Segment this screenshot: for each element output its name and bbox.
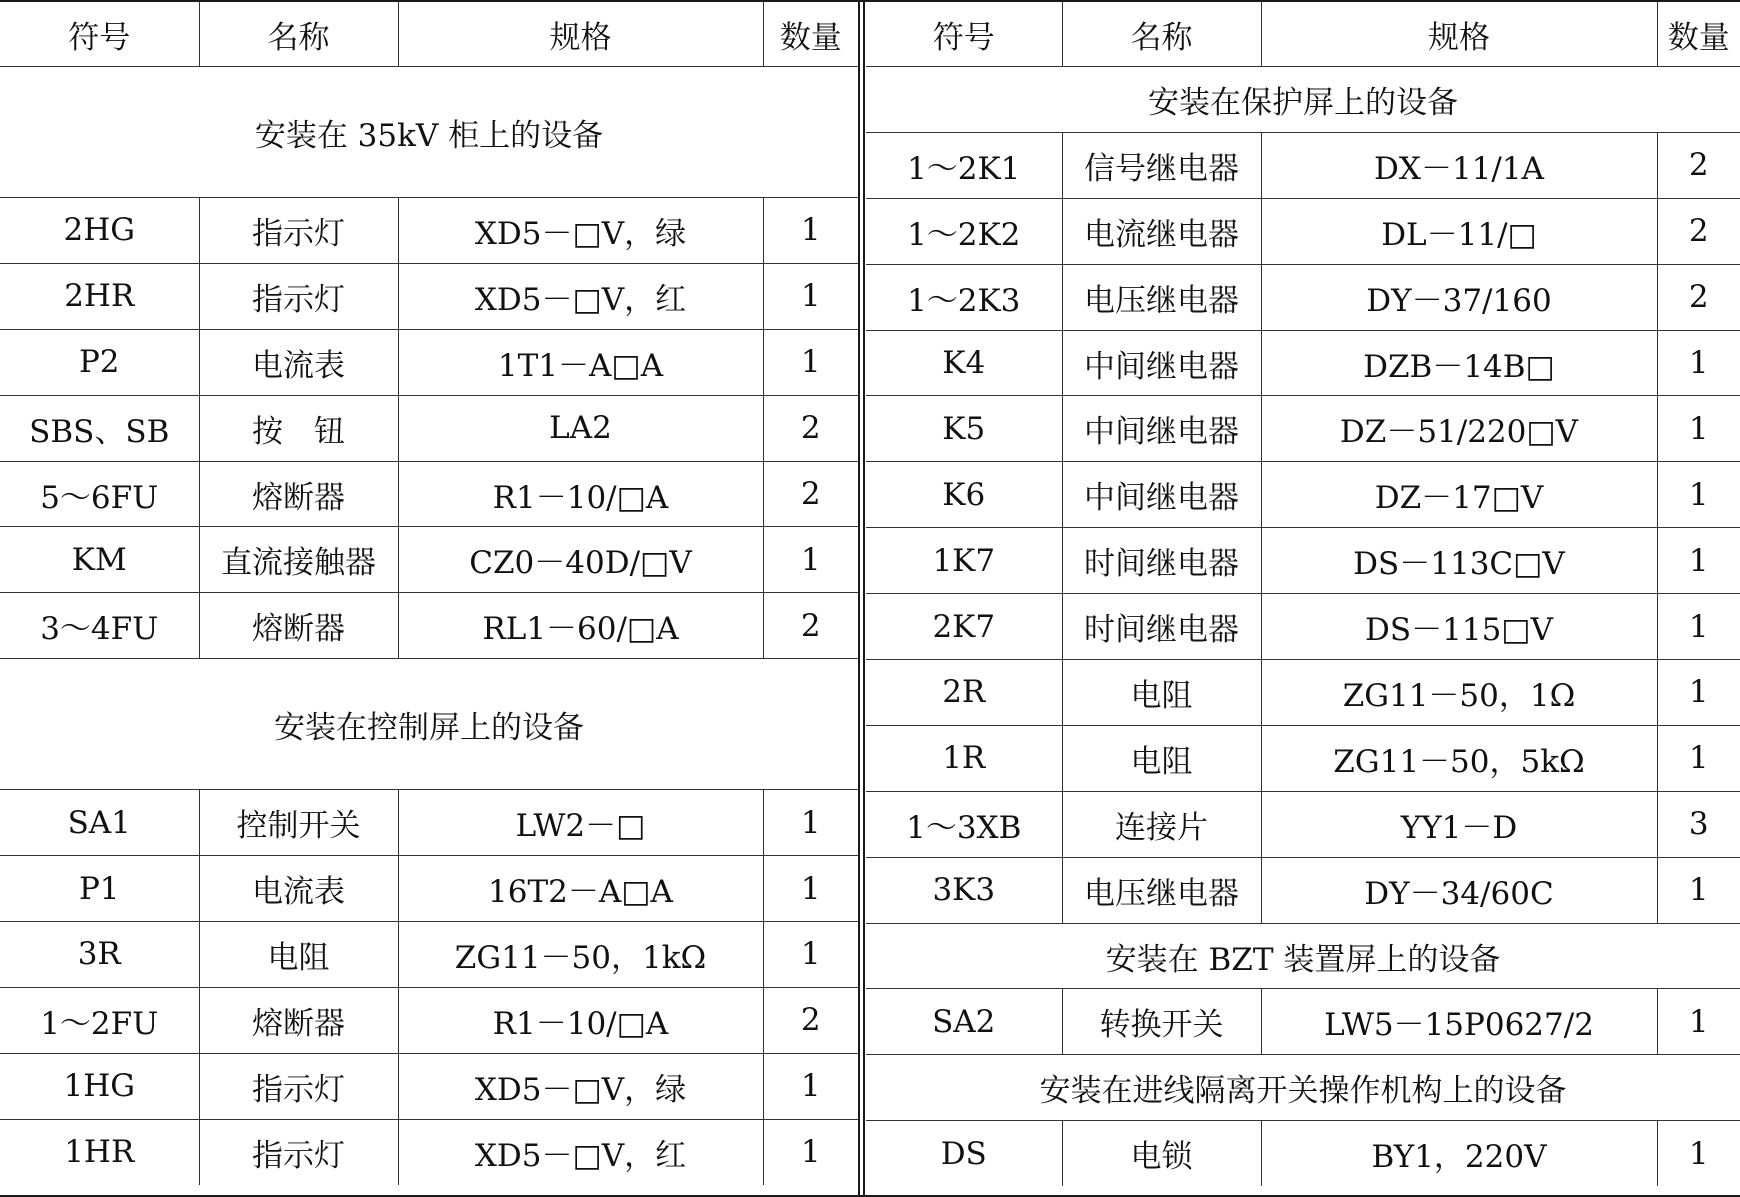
cell-name: 时间继电器: [1062, 528, 1261, 594]
section-row: [866, 67, 1740, 133]
header-name: 名称: [199, 2, 398, 67]
cell-name: 电锁: [1062, 1121, 1261, 1186]
cell-symbol: 3R: [0, 922, 199, 988]
cell-qty: 2: [763, 593, 858, 659]
cell-symbol: 2R: [866, 660, 1062, 726]
cell-spec: DS－115□V: [1261, 594, 1657, 660]
cell-spec: DZB－14B□: [1261, 330, 1657, 396]
cell-name: 电阻: [199, 922, 398, 988]
header-qty: 数量: [763, 2, 858, 67]
cell-qty: 1: [1657, 725, 1740, 791]
cell-name: 电压继电器: [1062, 264, 1261, 330]
cell-symbol: DS: [866, 1121, 1062, 1186]
cell-spec: ZG11－50，5kΩ: [1261, 725, 1657, 791]
cell-qty: 1: [763, 790, 858, 856]
table-row: [0, 1119, 858, 1184]
cell-symbol: 5～6FU: [0, 461, 199, 527]
cell-symbol: 1HR: [0, 1119, 199, 1184]
cell-qty: 1: [1657, 594, 1740, 660]
cell-spec: ZG11－50，1kΩ: [398, 922, 763, 988]
cell-qty: 1: [763, 856, 858, 922]
header-name: 名称: [1062, 2, 1261, 67]
cell-spec: LA2: [398, 395, 763, 461]
cell-name: 电压继电器: [1062, 857, 1261, 923]
cell-qty: 2: [1657, 264, 1740, 330]
cell-symbol: SA1: [0, 790, 199, 856]
cell-spec: XD5－□V，红: [398, 1119, 763, 1184]
cell-symbol: P1: [0, 856, 199, 922]
cell-name: 指示灯: [199, 1119, 398, 1184]
cell-symbol: 1～3XB: [866, 791, 1062, 857]
cell-symbol: K5: [866, 396, 1062, 462]
cell-spec: DZ－17□V: [1261, 462, 1657, 528]
section-row: [866, 923, 1740, 989]
table-row: [866, 528, 1740, 594]
cell-qty: 1: [1657, 330, 1740, 396]
cell-name: 中间继电器: [1062, 462, 1261, 528]
cell-symbol: P2: [0, 329, 199, 395]
cell-spec: CZ0－40D/□V: [398, 527, 763, 593]
cell-symbol: K6: [866, 462, 1062, 528]
center-divider-line-b: [863, 0, 865, 1197]
cell-name: 连接片: [1062, 791, 1261, 857]
section-row: [866, 1055, 1740, 1121]
section-heading: 安装在 35kV 柜上的设备: [0, 67, 858, 198]
header-spec: 规格: [398, 2, 763, 67]
cell-name: 时间继电器: [1062, 594, 1261, 660]
cell-qty: 1: [763, 263, 858, 329]
cell-qty: 1: [763, 527, 858, 593]
section-row: [0, 659, 858, 790]
header-qty: 数量: [1657, 2, 1740, 67]
cell-qty: 2: [763, 395, 858, 461]
cell-name: 控制开关: [199, 790, 398, 856]
table-row: [0, 263, 858, 329]
cell-spec: DY－37/160: [1261, 264, 1657, 330]
cell-qty: 1: [1688, 1135, 1709, 1172]
section-heading: 安装在控制屏上的设备: [0, 659, 858, 790]
cell-spec: DS－113C□V: [1261, 528, 1657, 594]
cell-symbol: SA2: [866, 989, 1062, 1055]
cell-name: 中间继电器: [1062, 396, 1261, 462]
cell-spec: R1－10/□A: [398, 461, 763, 527]
cell-name: 电流表: [199, 856, 398, 922]
table-row: [866, 462, 1740, 528]
cell-spec: XD5－□V，绿: [398, 198, 763, 264]
cell-qty: 1: [1657, 989, 1740, 1055]
cell-qty: 1: [1657, 660, 1740, 726]
cell-name: 直流接触器: [199, 527, 398, 593]
cell-spec: R1－10/□A: [398, 987, 763, 1053]
cell-name: 指示灯: [199, 263, 398, 329]
cell-symbol: K4: [866, 330, 1062, 396]
cell-symbol: 1K7: [866, 528, 1062, 594]
cell-spec: DZ－51/220□V: [1261, 396, 1657, 462]
cell-symbol: 1HG: [0, 1053, 199, 1119]
cell-spec: RL1－60/□A: [398, 593, 763, 659]
cell-qty: 1: [763, 198, 858, 264]
table-row: [0, 790, 858, 856]
cell-name: 电流表: [199, 329, 398, 395]
section-heading: 安装在 BZT 装置屏上的设备: [866, 923, 1740, 989]
cell-spec: XD5－□V，绿: [398, 1053, 763, 1119]
header-symbol: 符号: [866, 2, 1062, 67]
cell-symbol: 1R: [866, 725, 1062, 791]
table-row: [866, 989, 1740, 1055]
table-row: [866, 660, 1740, 726]
table-row: [0, 593, 858, 659]
cell-qty: 2: [763, 461, 858, 527]
cell-name: 指示灯: [199, 198, 398, 264]
table-row: [866, 791, 1740, 857]
table-row: [0, 329, 858, 395]
header-row: [866, 2, 1740, 67]
cell-spec: XD5－□V，红: [398, 263, 763, 329]
table-row: [866, 396, 1740, 462]
left-table-body: [0, 67, 858, 1185]
cell-qty: 1: [800, 1134, 821, 1171]
cell-name: 电阻: [1062, 725, 1261, 791]
right-table-body: [866, 67, 1740, 1187]
cell-name: 电阻: [1062, 660, 1261, 726]
cell-spec: LW2－□: [398, 790, 763, 856]
cell-symbol: 2HR: [0, 263, 199, 329]
cell-qty: 2: [1657, 132, 1740, 198]
cell-name: 熔断器: [199, 593, 398, 659]
table-row: [866, 857, 1740, 923]
table-row: [866, 132, 1740, 198]
table-row: [0, 856, 858, 922]
cell-spec: LW5－15P0627/2: [1261, 989, 1657, 1055]
section-heading: 安装在保护屏上的设备: [866, 67, 1740, 133]
header-spec: 规格: [1261, 2, 1657, 67]
right-equipment-table: [866, 2, 1740, 1186]
header-row: [0, 2, 858, 67]
cell-qty: 1: [763, 1053, 858, 1119]
cell-spec: DX－11/1A: [1261, 132, 1657, 198]
cell-qty: 1: [1657, 462, 1740, 528]
cell-qty: 1: [763, 329, 858, 395]
table-row: [866, 594, 1740, 660]
cell-qty: 1: [1657, 396, 1740, 462]
cell-name: 按 钮: [199, 395, 398, 461]
section-row: [0, 67, 858, 198]
cell-qty: 3: [1657, 791, 1740, 857]
cell-symbol: 1～2FU: [0, 987, 199, 1053]
cell-symbol: 1～2K3: [866, 264, 1062, 330]
cell-symbol: SBS、SB: [0, 395, 199, 461]
cell-name: 中间继电器: [1062, 330, 1261, 396]
cell-spec: BY1，220V: [1261, 1121, 1657, 1186]
cell-symbol: 1～2K1: [866, 132, 1062, 198]
cell-name: 熔断器: [199, 987, 398, 1053]
cell-name: 电流继电器: [1062, 198, 1261, 264]
table-row: [0, 395, 858, 461]
cell-name: 信号继电器: [1062, 132, 1261, 198]
cell-spec: YY1－D: [1261, 791, 1657, 857]
header-symbol: 符号: [0, 2, 199, 67]
cell-qty: 1: [1657, 857, 1740, 923]
cell-qty: 2: [763, 987, 858, 1053]
left-equipment-table: [0, 2, 858, 1185]
cell-symbol: 3～4FU: [0, 593, 199, 659]
cell-qty: 1: [763, 922, 858, 988]
cell-symbol: 1～2K2: [866, 198, 1062, 264]
cell-name: 指示灯: [199, 1053, 398, 1119]
cell-qty: 2: [1657, 198, 1740, 264]
center-divider-line-a: [858, 0, 860, 1197]
cell-qty: 1: [1657, 528, 1740, 594]
table-row: [0, 922, 858, 988]
table-row: [0, 461, 858, 527]
cell-spec: 16T2－A□A: [398, 856, 763, 922]
cell-spec: ZG11－50，1Ω: [1261, 660, 1657, 726]
table-row: [0, 527, 858, 593]
table-row: [866, 1121, 1740, 1186]
cell-spec: DL－11/□: [1261, 198, 1657, 264]
table-row: [0, 198, 858, 264]
cell-symbol: 3K3: [866, 857, 1062, 923]
section-heading: 安装在进线隔离开关操作机构上的设备: [866, 1055, 1740, 1121]
table-row: [866, 725, 1740, 791]
table-row: [866, 198, 1740, 264]
cell-name: 转换开关: [1062, 989, 1261, 1055]
cell-name: 熔断器: [199, 461, 398, 527]
cell-symbol: 2K7: [866, 594, 1062, 660]
cell-symbol: KM: [0, 527, 199, 593]
cell-spec: 1T1－A□A: [398, 329, 763, 395]
table-row: [0, 1053, 858, 1119]
cell-spec: DY－34/60C: [1261, 857, 1657, 923]
cell-symbol: 2HG: [0, 198, 199, 264]
table-row: [866, 264, 1740, 330]
table-row: [0, 987, 858, 1053]
table-row: [866, 330, 1740, 396]
